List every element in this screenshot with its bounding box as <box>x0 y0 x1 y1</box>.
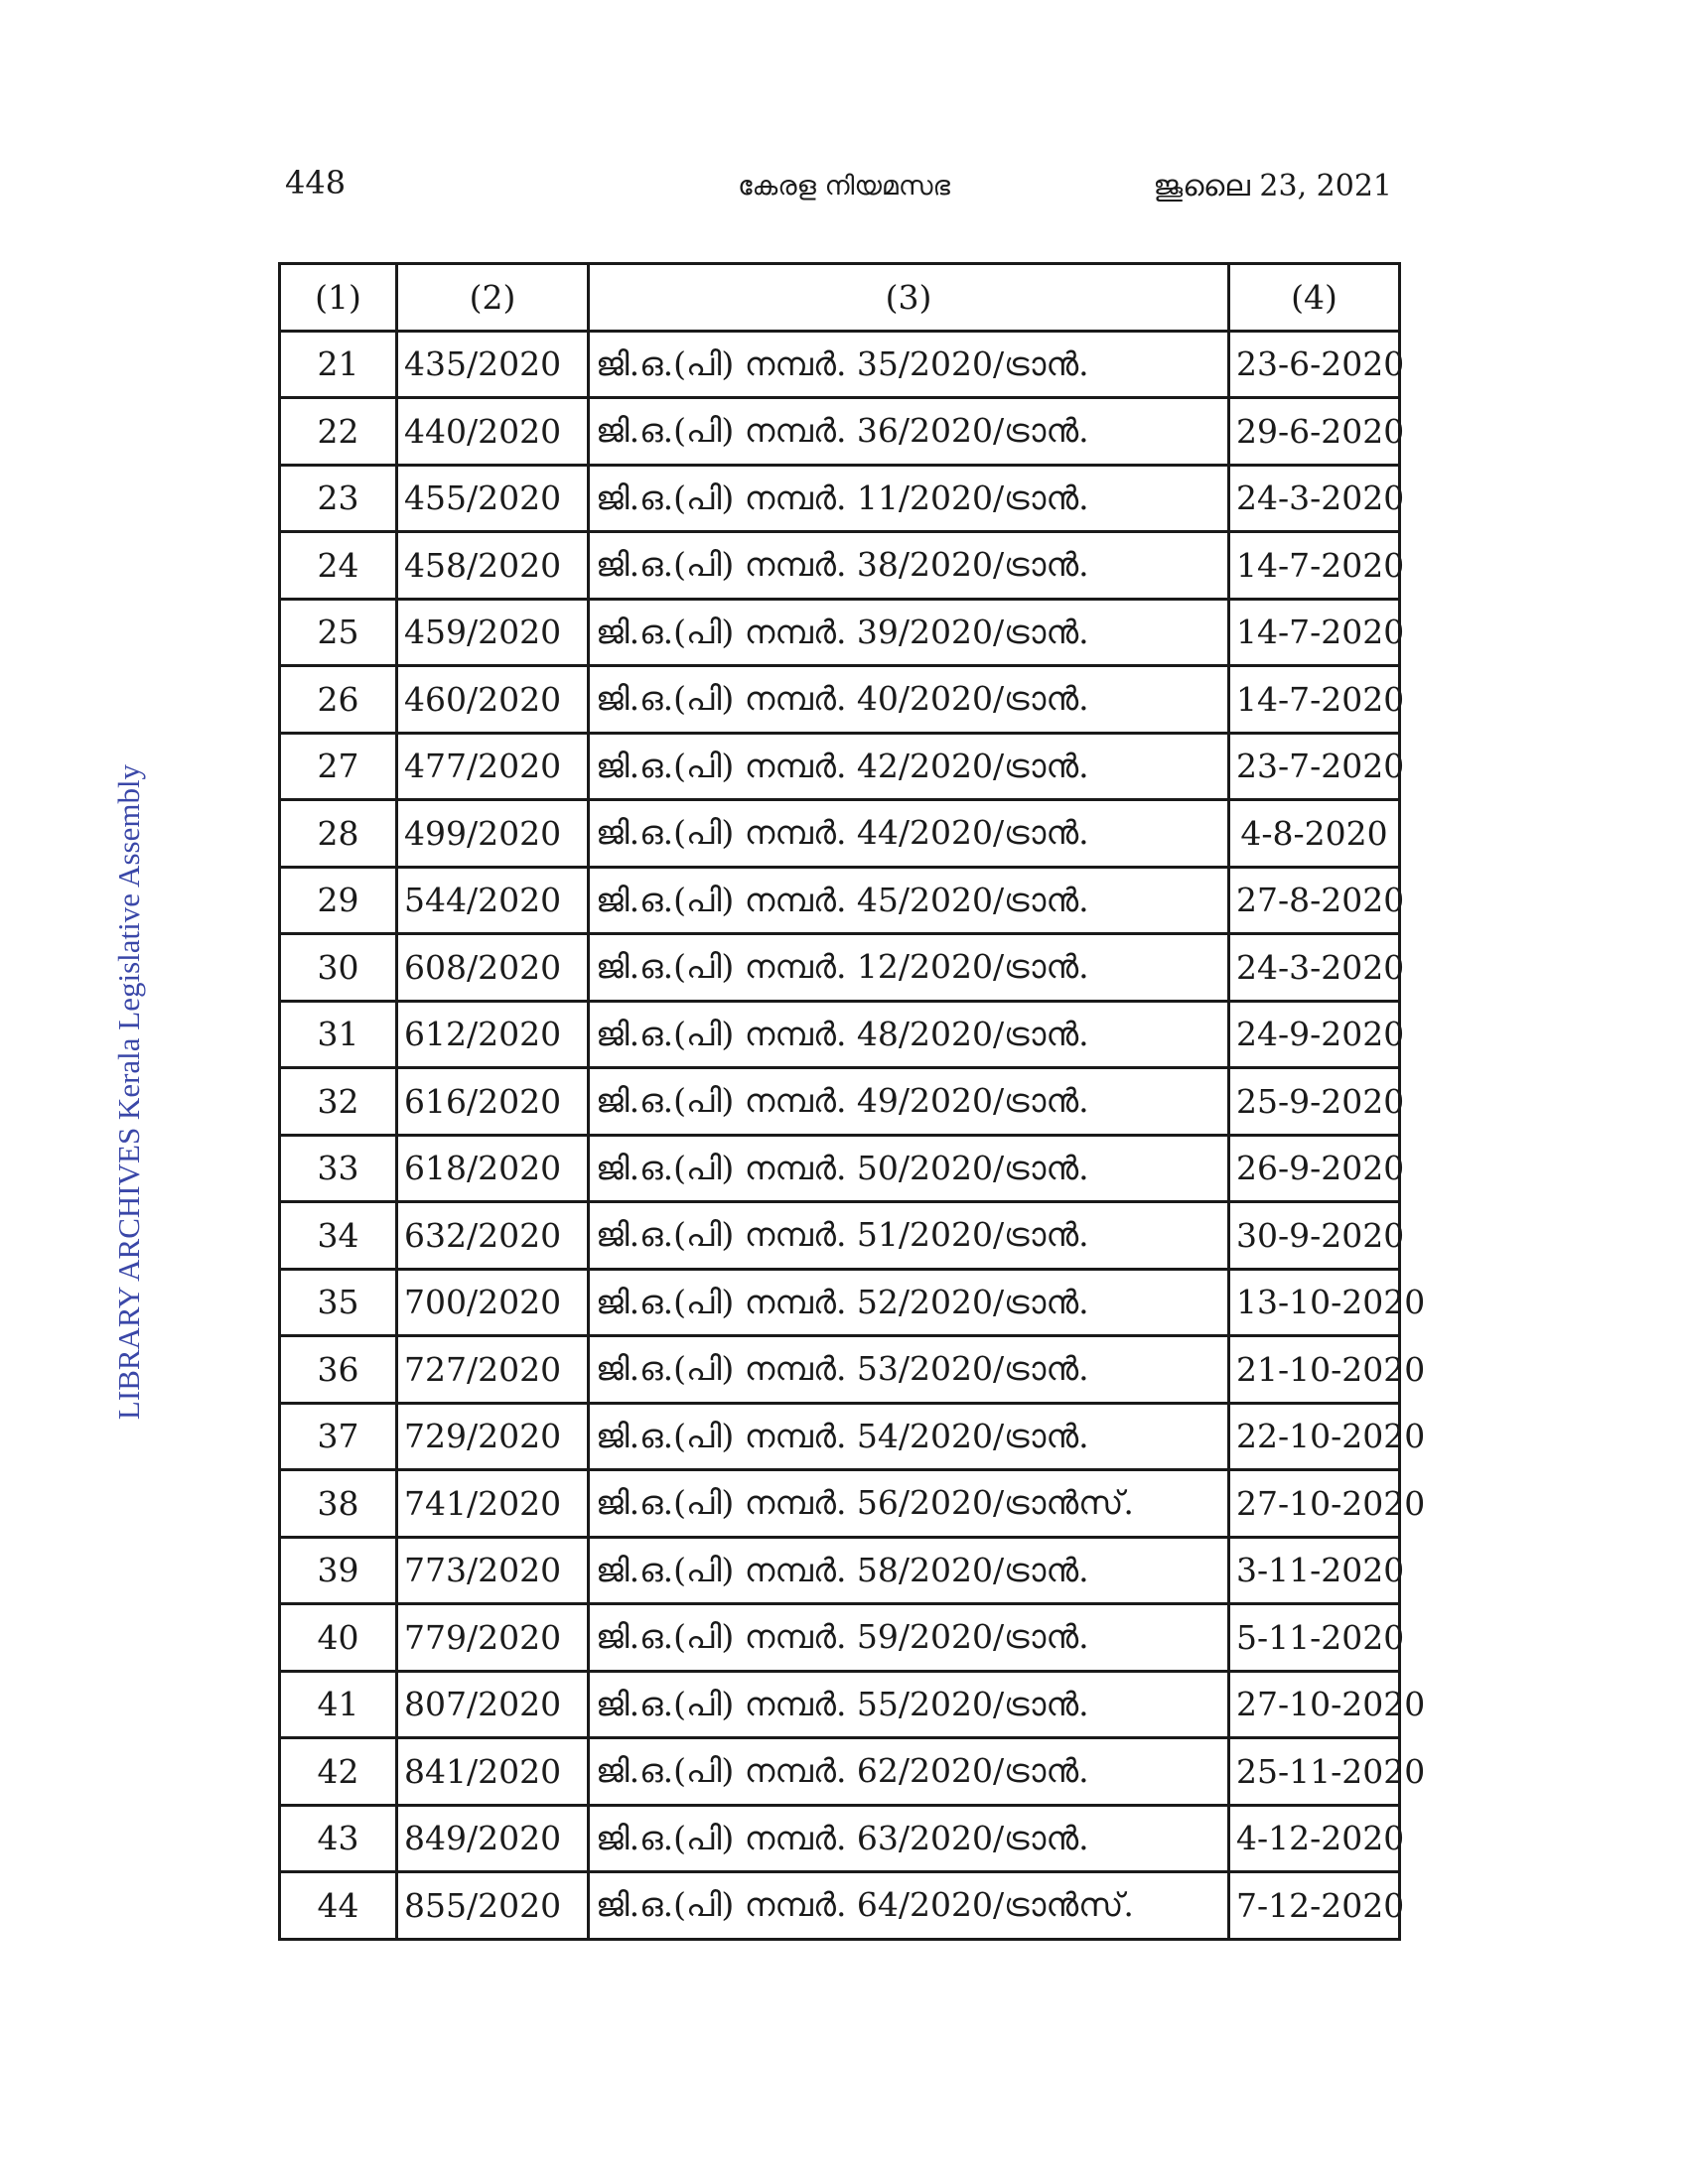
column-header: (3) <box>589 264 1229 332</box>
table-row <box>280 331 1400 398</box>
date-cell: 22-10-2020 <box>1229 1403 1400 1470</box>
date-cell: 14-7-2020 <box>1229 666 1400 734</box>
table-row <box>280 1671 1400 1738</box>
order-number-cell: ജി.ഒ.(പി) നമ്പർ. 53/2020/ട്രാൻ. <box>589 1336 1229 1404</box>
order-number-cell: ജി.ഒ.(പി) നമ്പർ. 52/2020/ട്രാൻ. <box>589 1269 1229 1336</box>
order-number-cell: ജി.ഒ.(പി) നമ്പർ. 35/2020/ട്രാൻ. <box>589 331 1229 398</box>
table-row <box>280 1135 1400 1202</box>
reference-number-cell: 612/2020 <box>397 1001 589 1068</box>
serial-number-cell: 23 <box>280 465 397 532</box>
serial-number-cell: 27 <box>280 733 397 800</box>
date-cell: 27-8-2020 <box>1229 867 1400 934</box>
order-number-cell: ജി.ഒ.(പി) നമ്പർ. 54/2020/ട്രാൻ. <box>589 1403 1229 1470</box>
reference-number-cell: 435/2020 <box>397 331 589 398</box>
table-row <box>280 733 1400 800</box>
date-cell: 25-9-2020 <box>1229 1068 1400 1136</box>
reference-number-cell: 455/2020 <box>397 465 589 532</box>
date-cell: 26-9-2020 <box>1229 1135 1400 1202</box>
reference-number-cell: 807/2020 <box>397 1671 589 1738</box>
column-header: (1) <box>280 264 397 332</box>
date-cell: 24-9-2020 <box>1229 1001 1400 1068</box>
reference-number-cell: 729/2020 <box>397 1403 589 1470</box>
serial-number-cell: 35 <box>280 1269 397 1336</box>
order-number-cell: ജി.ഒ.(പി) നമ്പർ. 42/2020/ട്രാൻ. <box>589 733 1229 800</box>
serial-number-cell: 24 <box>280 532 397 600</box>
reference-number-cell: 741/2020 <box>397 1470 589 1538</box>
order-number-cell: ജി.ഒ.(പി) നമ്പർ. 59/2020/ട്രാൻ. <box>589 1604 1229 1672</box>
serial-number-cell: 37 <box>280 1403 397 1470</box>
header-date: ജൂലൈ 23, 2021 <box>1153 169 1392 204</box>
serial-number-cell: 42 <box>280 1738 397 1806</box>
watermark: LIBRARY ARCHIVES Kerala Legislative Assembly <box>111 763 146 1421</box>
date-cell: 4-8-2020 <box>1229 800 1400 868</box>
table-row <box>280 1068 1400 1136</box>
reference-number-cell: 700/2020 <box>397 1269 589 1336</box>
order-number-cell: ജി.ഒ.(പി) നമ്പർ. 51/2020/ട്രാൻ. <box>589 1202 1229 1270</box>
table-row <box>280 1738 1400 1806</box>
serial-number-cell: 36 <box>280 1336 397 1404</box>
order-number-cell: ജി.ഒ.(പി) നമ്പർ. 39/2020/ട്രാൻ. <box>589 599 1229 666</box>
date-cell: 7-12-2020 <box>1229 1872 1400 1940</box>
date-cell: 14-7-2020 <box>1229 532 1400 600</box>
table-header-row <box>280 264 1400 332</box>
reference-number-cell: 855/2020 <box>397 1872 589 1940</box>
date-cell: 25-11-2020 <box>1229 1738 1400 1806</box>
order-number-cell: ജി.ഒ.(പി) നമ്പർ. 56/2020/ട്രാൻസ്. <box>589 1470 1229 1538</box>
date-cell: 3-11-2020 <box>1229 1537 1400 1604</box>
table-row <box>280 800 1400 868</box>
reference-number-cell: 779/2020 <box>397 1604 589 1672</box>
table-row <box>280 1403 1400 1470</box>
serial-number-cell: 25 <box>280 599 397 666</box>
date-cell: 13-10-2020 <box>1229 1269 1400 1336</box>
order-number-cell: ജി.ഒ.(പി) നമ്പർ. 11/2020/ട്രാൻ. <box>589 465 1229 532</box>
table-row <box>280 1805 1400 1872</box>
serial-number-cell: 43 <box>280 1805 397 1872</box>
reference-number-cell: 477/2020 <box>397 733 589 800</box>
order-number-cell: ജി.ഒ.(പി) നമ്പർ. 44/2020/ട്രാൻ. <box>589 800 1229 868</box>
serial-number-cell: 41 <box>280 1671 397 1738</box>
serial-number-cell: 31 <box>280 1001 397 1068</box>
reference-number-cell: 459/2020 <box>397 599 589 666</box>
reference-number-cell: 460/2020 <box>397 666 589 734</box>
reference-number-cell: 616/2020 <box>397 1068 589 1136</box>
order-number-cell: ജി.ഒ.(പി) നമ്പർ. 12/2020/ട്രാൻ. <box>589 934 1229 1002</box>
table-row <box>280 1872 1400 1940</box>
table-row <box>280 1604 1400 1672</box>
date-cell: 23-7-2020 <box>1229 733 1400 800</box>
table-row <box>280 1537 1400 1604</box>
reference-number-cell: 440/2020 <box>397 398 589 466</box>
date-cell: 27-10-2020 <box>1229 1671 1400 1738</box>
reference-number-cell: 773/2020 <box>397 1537 589 1604</box>
serial-number-cell: 38 <box>280 1470 397 1538</box>
date-cell: 29-6-2020 <box>1229 398 1400 466</box>
date-cell: 21-10-2020 <box>1229 1336 1400 1404</box>
serial-number-cell: 40 <box>280 1604 397 1672</box>
table-row <box>280 1202 1400 1270</box>
table-row <box>280 1336 1400 1404</box>
serial-number-cell: 28 <box>280 800 397 868</box>
table-row <box>280 934 1400 1002</box>
date-cell: 14-7-2020 <box>1229 599 1400 666</box>
table-row <box>280 465 1400 532</box>
order-number-cell: ജി.ഒ.(പി) നമ്പർ. 63/2020/ട്രാൻ. <box>589 1805 1229 1872</box>
order-number-cell: ജി.ഒ.(പി) നമ്പർ. 48/2020/ട്രാൻ. <box>589 1001 1229 1068</box>
date-cell: 24-3-2020 <box>1229 934 1400 1002</box>
reference-number-cell: 608/2020 <box>397 934 589 1002</box>
order-number-cell: ജി.ഒ.(പി) നമ്പർ. 62/2020/ട്രാൻ. <box>589 1738 1229 1806</box>
page-title: കേരള നിയമസഭ <box>738 171 950 202</box>
date-cell: 4-12-2020 <box>1229 1805 1400 1872</box>
reference-number-cell: 632/2020 <box>397 1202 589 1270</box>
reference-number-cell: 727/2020 <box>397 1336 589 1404</box>
date-cell: 5-11-2020 <box>1229 1604 1400 1672</box>
date-cell: 30-9-2020 <box>1229 1202 1400 1270</box>
reference-number-cell: 544/2020 <box>397 867 589 934</box>
table-row <box>280 398 1400 466</box>
table-row <box>280 532 1400 600</box>
date-cell: 24-3-2020 <box>1229 465 1400 532</box>
table-row <box>280 1001 1400 1068</box>
order-number-cell: ജി.ഒ.(പി) നമ്പർ. 36/2020/ട്രാൻ. <box>589 398 1229 466</box>
order-number-cell: ജി.ഒ.(പി) നമ്പർ. 38/2020/ട്രാൻ. <box>589 532 1229 600</box>
date-cell: 23-6-2020 <box>1229 331 1400 398</box>
serial-number-cell: 30 <box>280 934 397 1002</box>
serial-number-cell: 32 <box>280 1068 397 1136</box>
serial-number-cell: 22 <box>280 398 397 466</box>
reference-number-cell: 458/2020 <box>397 532 589 600</box>
reference-number-cell: 618/2020 <box>397 1135 589 1202</box>
order-number-cell: ജി.ഒ.(പി) നമ്പർ. 49/2020/ട്രാൻ. <box>589 1068 1229 1136</box>
order-number-cell: ജി.ഒ.(പി) നമ്പർ. 40/2020/ട്രാൻ. <box>589 666 1229 734</box>
column-header: (4) <box>1229 264 1400 332</box>
serial-number-cell: 39 <box>280 1537 397 1604</box>
serial-number-cell: 34 <box>280 1202 397 1270</box>
order-number-cell: ജി.ഒ.(പി) നമ്പർ. 45/2020/ട്രാൻ. <box>589 867 1229 934</box>
table-row <box>280 1269 1400 1336</box>
reference-number-cell: 841/2020 <box>397 1738 589 1806</box>
serial-number-cell: 21 <box>280 331 397 398</box>
serial-number-cell: 44 <box>280 1872 397 1940</box>
page-number: 448 <box>285 164 347 202</box>
table-row <box>280 867 1400 934</box>
reference-number-cell: 849/2020 <box>397 1805 589 1872</box>
column-header: (2) <box>397 264 589 332</box>
order-number-cell: ജി.ഒ.(പി) നമ്പർ. 50/2020/ട്രാൻ. <box>589 1135 1229 1202</box>
serial-number-cell: 33 <box>280 1135 397 1202</box>
order-number-cell: ജി.ഒ.(പി) നമ്പർ. 64/2020/ട്രാൻസ്. <box>589 1872 1229 1940</box>
table-row <box>280 666 1400 734</box>
serial-number-cell: 26 <box>280 666 397 734</box>
data-table <box>278 262 1426 1941</box>
order-number-cell: ജി.ഒ.(പി) നമ്പർ. 55/2020/ട്രാൻ. <box>589 1671 1229 1738</box>
reference-number-cell: 499/2020 <box>397 800 589 868</box>
date-cell: 27-10-2020 <box>1229 1470 1400 1538</box>
table-row <box>280 599 1400 666</box>
serial-number-cell: 29 <box>280 867 397 934</box>
table-row <box>280 1470 1400 1538</box>
order-number-cell: ജി.ഒ.(പി) നമ്പർ. 58/2020/ട്രാൻ. <box>589 1537 1229 1604</box>
